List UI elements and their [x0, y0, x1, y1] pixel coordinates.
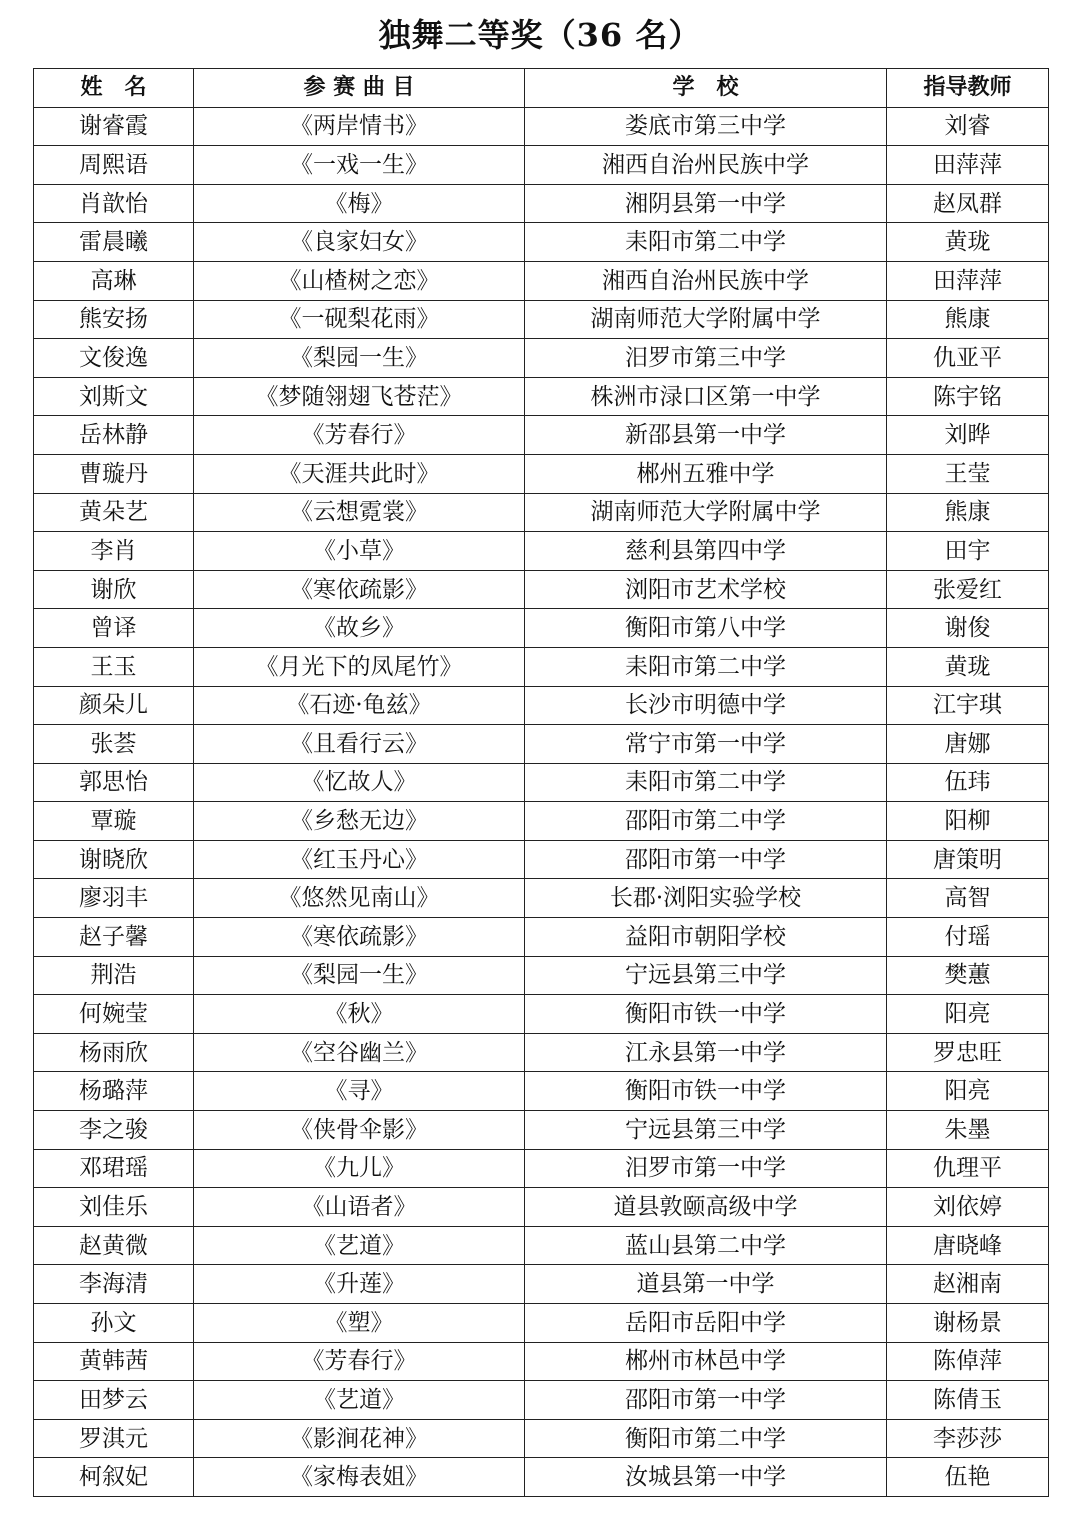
piece-title-cell: 《石迹·龟兹》 [194, 686, 525, 725]
table-row [34, 339, 1049, 378]
student-name-cell: 曾译 [34, 609, 194, 648]
student-name-cell: 黄朵艺 [34, 493, 194, 532]
teacher-cell: 黄珑 [887, 223, 1049, 262]
student-name-cell: 覃璇 [34, 802, 194, 841]
teacher-cell: 唐策明 [887, 840, 1049, 879]
student-name-cell: 邓珺瑶 [34, 1149, 194, 1188]
piece-title-cell: 《侠骨伞影》 [194, 1111, 525, 1150]
piece-title-cell: 《红玉丹心》 [194, 840, 525, 879]
teacher-cell: 陈倩玉 [887, 1381, 1049, 1420]
teacher-cell: 陈宇铭 [887, 377, 1049, 416]
school-cell: 衡阳市铁一中学 [525, 1072, 887, 1111]
school-cell: 郴州市林邑中学 [525, 1342, 887, 1381]
page-title: 独舞二等奖（36 名） [378, 16, 702, 54]
student-name-cell: 孙文 [34, 1304, 194, 1343]
piece-title-cell: 《天涯共此时》 [194, 454, 525, 493]
student-name-cell: 杨璐萍 [34, 1072, 194, 1111]
student-name-cell: 张荟 [34, 725, 194, 764]
header-teacher: 指导教师 [887, 69, 1049, 108]
school-cell: 汝城县第一中学 [525, 1458, 887, 1497]
student-name-cell: 刘斯文 [34, 377, 194, 416]
student-name-cell: 文俊逸 [34, 339, 194, 378]
teacher-cell: 熊康 [887, 493, 1049, 532]
table-row [34, 532, 1049, 571]
table-row [34, 1111, 1049, 1150]
piece-title-cell: 《九儿》 [194, 1149, 525, 1188]
table-row [34, 416, 1049, 455]
teacher-cell: 伍玮 [887, 763, 1049, 802]
school-cell: 衡阳市第八中学 [525, 609, 887, 648]
student-name-cell: 荆浩 [34, 956, 194, 995]
student-name-cell: 熊安扬 [34, 300, 194, 339]
teacher-cell: 刘晔 [887, 416, 1049, 455]
student-name-cell: 李肖 [34, 532, 194, 571]
teacher-cell: 仇亚平 [887, 339, 1049, 378]
school-cell: 娄底市第三中学 [525, 107, 887, 146]
school-cell: 江永县第一中学 [525, 1033, 887, 1072]
piece-title-cell: 《良家妇女》 [194, 223, 525, 262]
piece-title-cell: 《升莲》 [194, 1265, 525, 1304]
piece-title-cell: 《一砚梨花雨》 [194, 300, 525, 339]
teacher-cell: 江宇琪 [887, 686, 1049, 725]
piece-title-cell: 《塑》 [194, 1304, 525, 1343]
teacher-cell: 谢杨景 [887, 1304, 1049, 1343]
school-cell: 湘阴县第一中学 [525, 184, 887, 223]
piece-title-cell: 《月光下的凤尾竹》 [194, 647, 525, 686]
piece-title-cell: 《影涧花神》 [194, 1419, 525, 1458]
school-cell: 浏阳市艺术学校 [525, 570, 887, 609]
school-cell: 常宁市第一中学 [525, 725, 887, 764]
piece-title-cell: 《梦随翎翅飞苍茫》 [194, 377, 525, 416]
table-row [34, 493, 1049, 532]
teacher-cell: 阳亮 [887, 1072, 1049, 1111]
student-name-cell: 高琳 [34, 261, 194, 300]
header-name: 姓 名 [34, 69, 194, 108]
piece-title-cell: 《且看行云》 [194, 725, 525, 764]
table-row [34, 840, 1049, 879]
table-row [34, 995, 1049, 1034]
teacher-cell: 田萍萍 [887, 146, 1049, 185]
teacher-cell: 赵凤群 [887, 184, 1049, 223]
student-name-cell: 田梦云 [34, 1381, 194, 1420]
teacher-cell: 阳柳 [887, 802, 1049, 841]
table-row [34, 377, 1049, 416]
school-cell: 慈利县第四中学 [525, 532, 887, 571]
school-cell: 郴州五雅中学 [525, 454, 887, 493]
school-cell: 道县敦颐高级中学 [525, 1188, 887, 1227]
table-row [34, 1149, 1049, 1188]
teacher-cell: 高智 [887, 879, 1049, 918]
student-name-cell: 周熙语 [34, 146, 194, 185]
school-cell: 湘西自治州民族中学 [525, 261, 887, 300]
piece-title-cell: 《云想霓裳》 [194, 493, 525, 532]
piece-title-cell: 《梨园一生》 [194, 339, 525, 378]
teacher-cell: 王莹 [887, 454, 1049, 493]
school-cell: 邵阳市第一中学 [525, 1381, 887, 1420]
teacher-cell: 黄珑 [887, 647, 1049, 686]
school-cell: 宁远县第三中学 [525, 1111, 887, 1150]
table-row [34, 1381, 1049, 1420]
school-cell: 衡阳市铁一中学 [525, 995, 887, 1034]
student-name-cell: 雷晨曦 [34, 223, 194, 262]
school-cell: 岳阳市岳阳中学 [525, 1304, 887, 1343]
student-name-cell: 岳林静 [34, 416, 194, 455]
teacher-cell: 陈倬萍 [887, 1342, 1049, 1381]
piece-title-cell: 《山语者》 [194, 1188, 525, 1227]
school-cell: 株洲市渌口区第一中学 [525, 377, 887, 416]
teacher-cell: 赵湘南 [887, 1265, 1049, 1304]
table-row [34, 184, 1049, 223]
student-name-cell: 柯叙妃 [34, 1458, 194, 1497]
student-name-cell: 赵子馨 [34, 918, 194, 957]
school-cell: 邵阳市第一中学 [525, 840, 887, 879]
school-cell: 长郡·浏阳实验学校 [525, 879, 887, 918]
piece-title-cell: 《忆故人》 [194, 763, 525, 802]
table-row [34, 223, 1049, 262]
table-row [34, 1458, 1049, 1497]
table-row [34, 956, 1049, 995]
student-name-cell: 何婉莹 [34, 995, 194, 1034]
piece-title-cell: 《家梅表姐》 [194, 1458, 525, 1497]
table-row [34, 686, 1049, 725]
table-header-row [34, 69, 1049, 108]
table-row [34, 802, 1049, 841]
teacher-cell: 罗忠旺 [887, 1033, 1049, 1072]
table-row [34, 1304, 1049, 1343]
teacher-cell: 熊康 [887, 300, 1049, 339]
student-name-cell: 廖羽丰 [34, 879, 194, 918]
teacher-cell: 付瑶 [887, 918, 1049, 957]
table-row [34, 609, 1049, 648]
teacher-cell: 唐娜 [887, 725, 1049, 764]
piece-title-cell: 《寻》 [194, 1072, 525, 1111]
piece-title-cell: 《芳春行》 [194, 416, 525, 455]
piece-title-cell: 《寒依疏影》 [194, 918, 525, 957]
student-name-cell: 颜朵儿 [34, 686, 194, 725]
school-cell: 道县第一中学 [525, 1265, 887, 1304]
table-row [34, 261, 1049, 300]
teacher-cell: 张爱红 [887, 570, 1049, 609]
school-cell: 汨罗市第一中学 [525, 1149, 887, 1188]
table-row [34, 1072, 1049, 1111]
piece-title-cell: 《寒依疏影》 [194, 570, 525, 609]
school-cell: 耒阳市第二中学 [525, 223, 887, 262]
table-row [34, 146, 1049, 185]
piece-title-cell: 《两岸情书》 [194, 107, 525, 146]
piece-title-cell: 《山楂树之恋》 [194, 261, 525, 300]
teacher-cell: 谢俊 [887, 609, 1049, 648]
teacher-cell: 田萍萍 [887, 261, 1049, 300]
school-cell: 衡阳市第二中学 [525, 1419, 887, 1458]
header-school: 学 校 [525, 69, 887, 108]
award-table [33, 68, 1049, 1497]
school-cell: 长沙市明德中学 [525, 686, 887, 725]
table-row [34, 454, 1049, 493]
school-cell: 耒阳市第二中学 [525, 647, 887, 686]
school-cell: 益阳市朝阳学校 [525, 918, 887, 957]
table-row [34, 879, 1049, 918]
teacher-cell: 阳亮 [887, 995, 1049, 1034]
table-row [34, 107, 1049, 146]
piece-title-cell: 《一戏一生》 [194, 146, 525, 185]
header-piece: 参 赛 曲 目 [194, 69, 525, 108]
table-row [34, 1033, 1049, 1072]
table-row [34, 1342, 1049, 1381]
table-row [34, 1226, 1049, 1265]
teacher-cell: 朱墨 [887, 1111, 1049, 1150]
teacher-cell: 李莎莎 [887, 1419, 1049, 1458]
table-row [34, 725, 1049, 764]
school-cell: 耒阳市第二中学 [525, 763, 887, 802]
school-cell: 宁远县第三中学 [525, 956, 887, 995]
student-name-cell: 谢晓欣 [34, 840, 194, 879]
piece-title-cell: 《秋》 [194, 995, 525, 1034]
piece-title-cell: 《悠然见南山》 [194, 879, 525, 918]
piece-title-cell: 《艺道》 [194, 1381, 525, 1420]
table-row [34, 1265, 1049, 1304]
school-cell: 湖南师范大学附属中学 [525, 300, 887, 339]
table-row [34, 300, 1049, 339]
student-name-cell: 谢欣 [34, 570, 194, 609]
school-cell: 新邵县第一中学 [525, 416, 887, 455]
teacher-cell: 仇理平 [887, 1149, 1049, 1188]
teacher-cell: 刘依婷 [887, 1188, 1049, 1227]
student-name-cell: 谢睿霞 [34, 107, 194, 146]
piece-title-cell: 《梅》 [194, 184, 525, 223]
student-name-cell: 赵黄微 [34, 1226, 194, 1265]
school-cell: 蓝山县第二中学 [525, 1226, 887, 1265]
table-row [34, 918, 1049, 957]
student-name-cell: 曹璇丹 [34, 454, 194, 493]
table-row [34, 763, 1049, 802]
school-cell: 邵阳市第二中学 [525, 802, 887, 841]
teacher-cell: 唐晓峰 [887, 1226, 1049, 1265]
school-cell: 汨罗市第三中学 [525, 339, 887, 378]
table-row [34, 570, 1049, 609]
teacher-cell: 刘睿 [887, 107, 1049, 146]
table-row [34, 1188, 1049, 1227]
student-name-cell: 李海清 [34, 1265, 194, 1304]
student-name-cell: 罗淇元 [34, 1419, 194, 1458]
student-name-cell: 黄韩茜 [34, 1342, 194, 1381]
student-name-cell: 王玉 [34, 647, 194, 686]
teacher-cell: 田宇 [887, 532, 1049, 571]
teacher-cell: 樊蕙 [887, 956, 1049, 995]
piece-title-cell: 《故乡》 [194, 609, 525, 648]
school-cell: 湘西自治州民族中学 [525, 146, 887, 185]
student-name-cell: 杨雨欣 [34, 1033, 194, 1072]
table-row [34, 647, 1049, 686]
piece-title-cell: 《小草》 [194, 532, 525, 571]
student-name-cell: 李之骏 [34, 1111, 194, 1150]
table-body [34, 107, 1049, 1496]
student-name-cell: 郭思怡 [34, 763, 194, 802]
piece-title-cell: 《梨园一生》 [194, 956, 525, 995]
student-name-cell: 肖歆怡 [34, 184, 194, 223]
table-row [34, 1419, 1049, 1458]
piece-title-cell: 《乡愁无边》 [194, 802, 525, 841]
piece-title-cell: 《空谷幽兰》 [194, 1033, 525, 1072]
piece-title-cell: 《芳春行》 [194, 1342, 525, 1381]
student-name-cell: 刘佳乐 [34, 1188, 194, 1227]
teacher-cell: 伍艳 [887, 1458, 1049, 1497]
school-cell: 湖南师范大学附属中学 [525, 493, 887, 532]
piece-title-cell: 《艺道》 [194, 1226, 525, 1265]
